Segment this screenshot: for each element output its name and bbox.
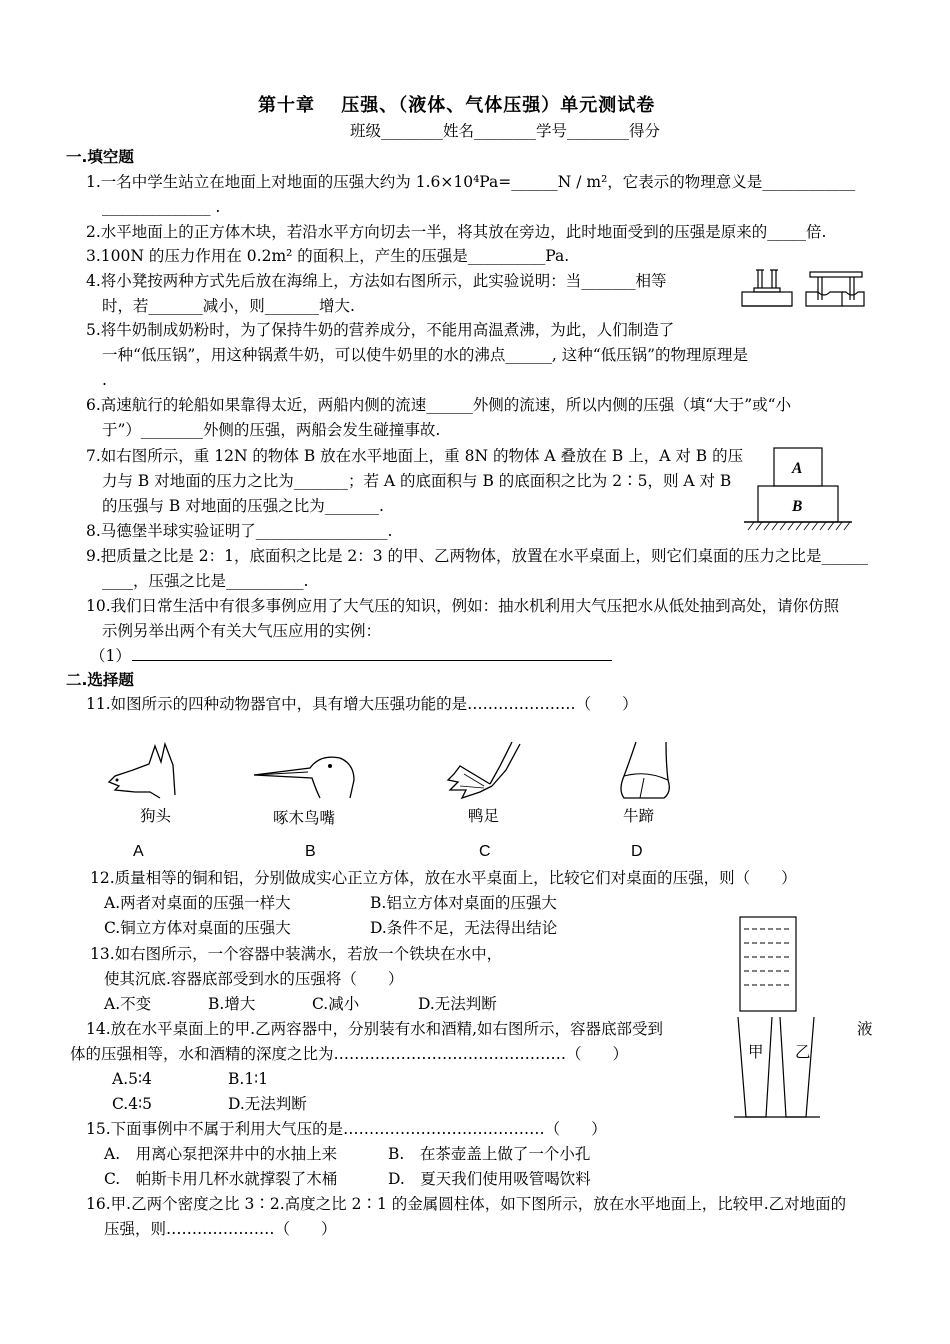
- q10-line3: （1）: [90, 647, 131, 665]
- duck-foot-figure: [440, 740, 530, 800]
- q13-option-a: A.不变: [104, 995, 152, 1013]
- q7-line2: 力与 B 对地面的压力之比为_______；若 A 的底面积与 B 的底面积之比为 2∶5，则 A 对 B: [102, 472, 732, 490]
- q5-line1: 5.将牛奶制成奶粉时，为了保持牛奶的营养成分，不能用高温煮沸，为此，人们制造了: [86, 321, 675, 339]
- animal-label-dog: 狗头: [140, 807, 172, 825]
- container-label-yi: 乙: [795, 1043, 811, 1061]
- q15-option-a: A. 用离心泵把深井中的水抽上来: [104, 1145, 338, 1163]
- block-label-b: B: [792, 498, 803, 515]
- q13-option-d: D.无法判断: [418, 995, 497, 1013]
- q7-line1: 7.如右图所示，重 12N 的物体 B 放在水平地面上，重 8N 的物体 A 叠放在 B 上，A 对 B 的压: [86, 447, 744, 465]
- q13-line2: 使其沉底.容器底部受到水的压强将（ ）: [104, 970, 404, 988]
- option-letter-a: A: [133, 843, 144, 860]
- section-choice-heading: 二.选择题: [66, 671, 134, 689]
- q14-option-d: D.无法判断: [228, 1095, 307, 1113]
- q14-line2: 体的压强相等，水和酒精的深度之比为………………………………………（ ）: [70, 1045, 629, 1063]
- q16-line1: 16.甲.乙两个密度之比 3∶2.高度之比 2∶1 的金属圆柱体，如下图所示，放在水平地面上，比较甲.乙对地面的: [86, 1195, 847, 1213]
- q14-option-c: C.4∶5: [112, 1095, 152, 1113]
- q9-line1: 9.把质量之比是 2：1，底面积之比是 2：3 的甲、乙两物体，放置在水平桌面上，则它们桌面的压力之比是______: [86, 547, 869, 565]
- container-label-jia: 甲: [748, 1043, 764, 1061]
- stool-sponge-figure: [740, 268, 865, 310]
- q14-line1-tail: 液: [857, 1020, 873, 1038]
- q10-line1: 10.我们日常生活中有很多事例应用了大气压的知识，例如：抽水机利用大气压把水从低处抽到高处，请你仿照: [86, 597, 840, 615]
- page-title: 第十章 压强、（液体、气体压强）单元测试卷: [258, 95, 656, 116]
- cow-hoof-figure: [610, 740, 680, 805]
- q4-line2: 时，若_______减小，则_______增大.: [102, 297, 355, 315]
- animal-label-woodpecker: 啄木鸟嘴: [273, 809, 336, 827]
- q5-line3: .: [102, 371, 107, 389]
- q16-line2: 压强，则…………………（ ）: [104, 1220, 337, 1238]
- animal-label-duck: 鸭足: [468, 807, 500, 825]
- q15-option-b: B. 在茶壶盖上做了一个小孔: [388, 1145, 591, 1163]
- q3: 3.100N 的压力作用在 0.2m² 的面积上，产生的压强是__________Pa.: [86, 247, 570, 265]
- q13-line1: 13.如右图所示，一个容器中装满水，若放一个铁块在水中，: [90, 945, 503, 963]
- q15-stem: 15.下面事例中不属于利用大气压的是…………………………………（ ）: [86, 1120, 607, 1138]
- block-label-a: A: [792, 460, 803, 477]
- student-info-line: 班级________姓名________学号________得分: [350, 122, 661, 140]
- q8: 8.马德堡半球实验证明了_________________.: [86, 522, 393, 540]
- q4-line1: 4.将小凳按两种方式先后放在海绵上，方法如右图所示，此实验说明：当_______相等: [86, 272, 667, 290]
- option-letter-d: D: [631, 843, 643, 860]
- q1-line1: 1.一名中学生站立在地面上对地面的压强大约为 1.6×10⁴Pa=______N / m²，它表示的物理意义是____________: [86, 173, 856, 191]
- q1-line2: ______________ .: [102, 198, 221, 216]
- q6-line1: 6.高速航行的轮船如果靠得太近，两船内侧的流速______外侧的流速，所以内侧的压强（填“大于”或“小: [86, 396, 792, 414]
- q13-option-b: B.增大: [208, 995, 256, 1013]
- q14-option-b: B.1∶1: [228, 1070, 269, 1088]
- section-fill-heading: 一.填空题: [66, 148, 134, 166]
- q14-option-a: A.5∶4: [112, 1070, 152, 1088]
- q15-option-c: C. 帕斯卡用几杯水就撑裂了木桶: [104, 1170, 338, 1188]
- q14-line1: 14.放在水平桌面上的甲.乙两容器中，分别装有水和酒精,如右图所示，容器底部受到: [86, 1020, 664, 1038]
- animal-label-cow: 牛蹄: [623, 807, 655, 825]
- q5-line2: 一种“低压锅”，用这种锅煮牛奶，可以使牛奶里的水的沸点______, 这种“低压锅”的物理原理是: [102, 346, 749, 364]
- dog-head-figure: [105, 740, 185, 800]
- q12-stem: 12.质量相等的铜和铝，分别做成实心正立方体，放在水平桌面上，比较它们对桌面的压强，则（ ）: [90, 869, 797, 887]
- q11-stem: 11.如图所示的四种动物器官中，具有增大压强功能的是…………………（ ）: [86, 695, 638, 713]
- q12-option-a: A.两者对桌面的压强一样大: [104, 894, 291, 912]
- q2: 2.水平地面上的正方体木块，若沿水平方向切去一半，将其放在旁边，此时地面受到的压强是原来的_____倍.: [86, 223, 827, 241]
- q9-line2: ____，压强之比是__________.: [102, 572, 309, 590]
- woodpecker-beak-figure: [250, 750, 360, 800]
- q12-option-b: B.铝立方体对桌面的压强大: [370, 894, 557, 912]
- q12-option-d: D.条件不足，无法得出结论: [370, 919, 558, 937]
- two-containers-figure: [732, 1015, 822, 1123]
- q15-option-d: D. 夏天我们使用吸管喝饮料: [388, 1170, 591, 1188]
- q13-option-c: C.减小: [312, 995, 360, 1013]
- water-container-figure: [738, 915, 800, 1015]
- q12-option-c: C.铜立方体对桌面的压强大: [104, 919, 291, 937]
- option-letter-c: C: [479, 843, 491, 860]
- q10-line2: 示例另举出两个有关大气压应用的实例：: [102, 622, 382, 640]
- option-letter-b: B: [305, 843, 316, 860]
- q10-answer-line: [132, 660, 612, 661]
- q7-line3: 的压强与 B 对地面的压强之比为_______.: [102, 497, 384, 515]
- q6-line2: 于”）________外侧的压强，两船会发生碰撞事故.: [102, 421, 441, 439]
